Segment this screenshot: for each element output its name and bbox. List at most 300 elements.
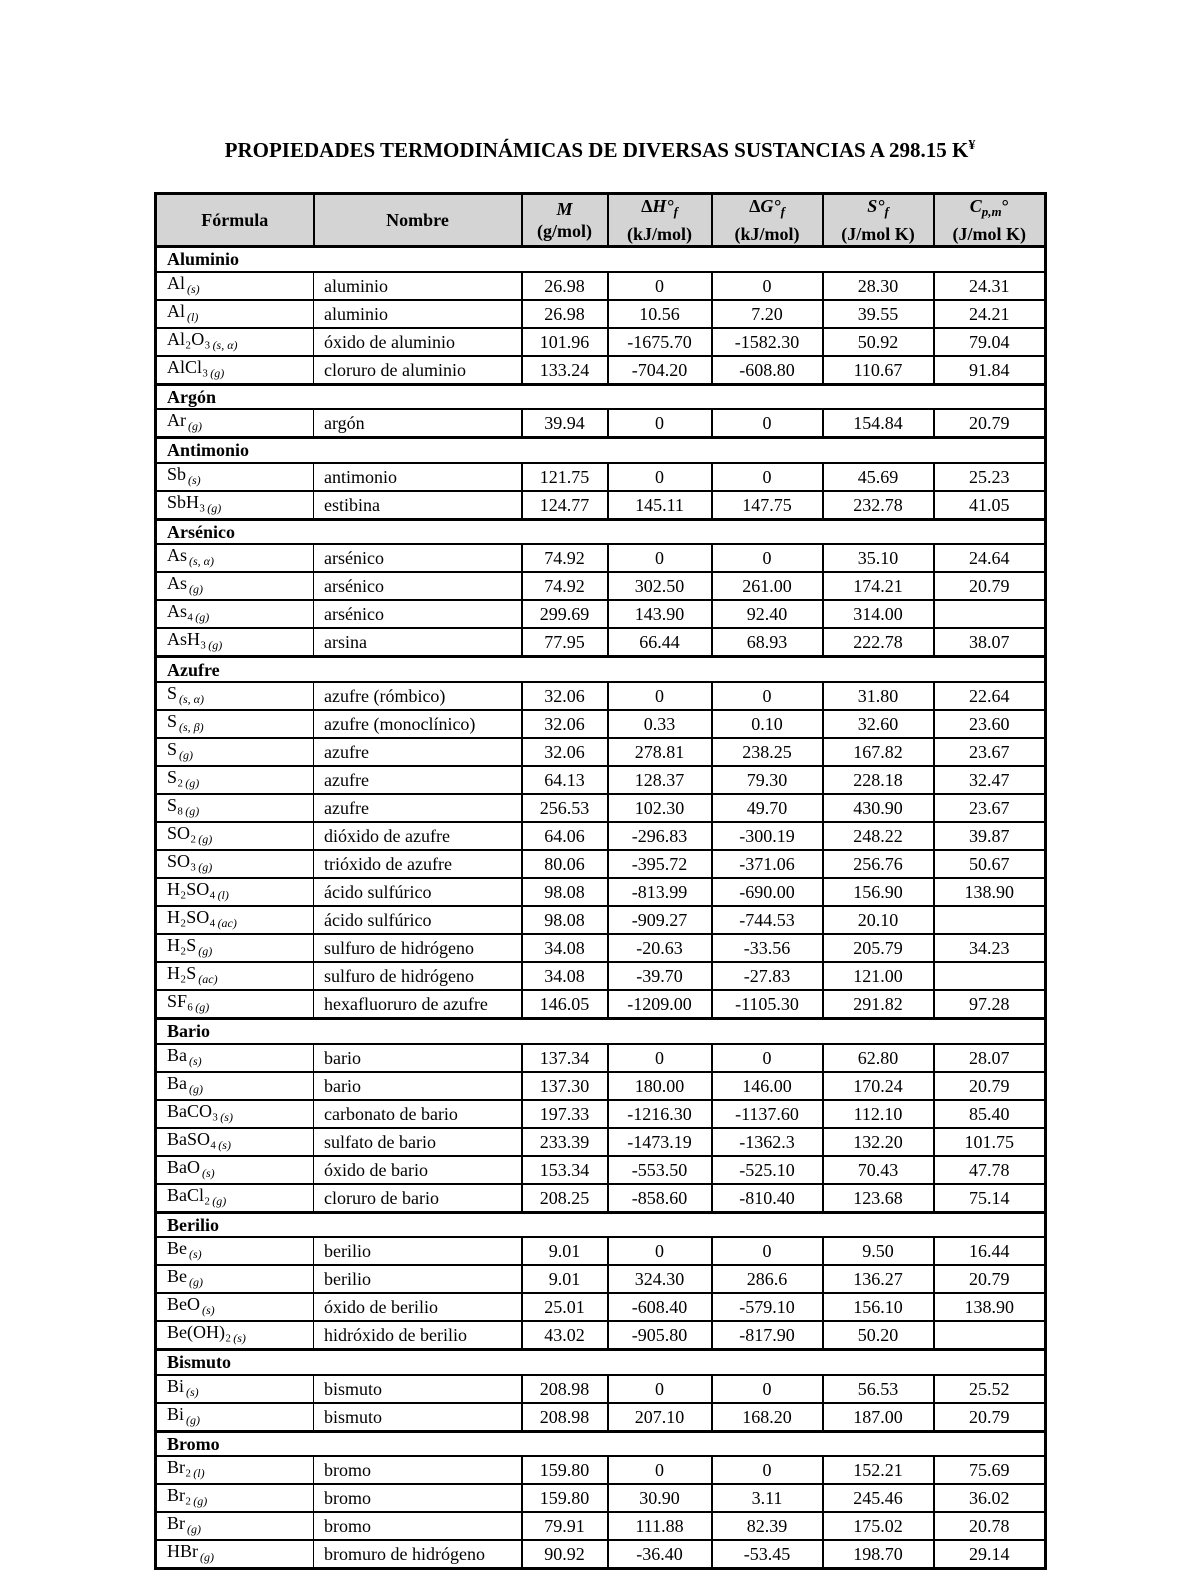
- cell-enthalpy: 0: [608, 1044, 712, 1072]
- formula-text: Ar: [167, 410, 186, 431]
- cell-entropy: 62.80: [823, 1044, 934, 1072]
- cell-gibbs: 68.93: [712, 628, 823, 657]
- formula-text: SO₂: [167, 822, 197, 843]
- cell-heat-capacity: 29.14: [934, 1540, 1046, 1569]
- cell-enthalpy: 30.90: [608, 1484, 712, 1512]
- cell-formula: [156, 1321, 314, 1350]
- cell-gibbs: 7.20: [712, 300, 823, 328]
- cell-gibbs: 0: [712, 1375, 823, 1403]
- header-formula: Fórmula: [156, 194, 314, 247]
- header-gibbs: [712, 194, 823, 247]
- cell-name: hidróxido de berilio: [314, 1321, 522, 1350]
- table-row: [156, 878, 1046, 906]
- cell-heat-capacity: 16.44: [934, 1237, 1046, 1265]
- cell-formula: [156, 710, 314, 738]
- cell-heat-capacity: 36.02: [934, 1484, 1046, 1512]
- cell-enthalpy: 0: [608, 1237, 712, 1265]
- cell-name: trióxido de azufre: [314, 850, 522, 878]
- cell-enthalpy: 0: [608, 544, 712, 572]
- formula-state: (g): [189, 1081, 203, 1096]
- cell-entropy: 170.24: [823, 1072, 934, 1100]
- cell-name: ácido sulfúrico: [314, 878, 522, 906]
- header-entropy-unit: (J/mol K): [841, 224, 915, 244]
- formula-state: (s): [186, 1384, 199, 1399]
- cell-heat-capacity: [934, 962, 1046, 990]
- cell-entropy: 222.78: [823, 628, 934, 657]
- cell-entropy: 70.43: [823, 1156, 934, 1184]
- cell-gibbs: 147.75: [712, 491, 823, 520]
- cell-entropy: 50.20: [823, 1321, 934, 1350]
- table-row: [156, 850, 1046, 878]
- cell-gibbs: -744.53: [712, 906, 823, 934]
- table-row: [156, 822, 1046, 850]
- cell-heat-capacity: 50.67: [934, 850, 1046, 878]
- cell-heat-capacity: [934, 600, 1046, 628]
- cell-entropy: 45.69: [823, 463, 934, 491]
- cell-gibbs: 0: [712, 1456, 823, 1484]
- formula-text: As: [167, 573, 188, 594]
- group-row: [156, 1431, 1046, 1456]
- group-row: [156, 519, 1046, 544]
- cell-gibbs: 0: [712, 544, 823, 572]
- cell-gibbs: 261.00: [712, 572, 823, 600]
- formula-state: (g): [195, 610, 210, 625]
- header-heat-capacity-symbol: C: [969, 196, 982, 216]
- cell-name: bromo: [314, 1484, 522, 1512]
- cell-molar-mass: 146.05: [522, 990, 608, 1019]
- table-row: [156, 328, 1046, 356]
- table-row: [156, 906, 1046, 934]
- cell-gibbs: -300.19: [712, 822, 823, 850]
- cell-name: bromuro de hidrógeno: [314, 1540, 522, 1569]
- cell-entropy: 175.02: [823, 1512, 934, 1540]
- cell-name: berilio: [314, 1265, 522, 1293]
- formula-state: (s, α): [212, 337, 238, 352]
- cell-entropy: 245.46: [823, 1484, 934, 1512]
- table-body: [156, 247, 1046, 1569]
- cell-formula: [156, 300, 314, 328]
- cell-entropy: 167.82: [823, 738, 934, 766]
- cell-heat-capacity: 25.52: [934, 1375, 1046, 1403]
- cell-enthalpy: 0: [608, 409, 712, 438]
- cell-entropy: 28.30: [823, 272, 934, 300]
- header-enthalpy-unit: (kJ/mol): [627, 224, 692, 244]
- cell-formula: [156, 1265, 314, 1293]
- cell-formula: [156, 491, 314, 520]
- cell-name: dióxido de azufre: [314, 822, 522, 850]
- formula-text: Br₂: [167, 1485, 192, 1506]
- cell-name: bromo: [314, 1456, 522, 1484]
- table-row: [156, 1293, 1046, 1321]
- formula-text: BeO: [167, 1294, 200, 1315]
- cell-heat-capacity: 22.64: [934, 682, 1046, 710]
- cell-name: aluminio: [314, 272, 522, 300]
- group-row: [156, 247, 1046, 272]
- cell-enthalpy: 111.88: [608, 1512, 712, 1540]
- formula-state: (s, α): [179, 691, 204, 706]
- cell-enthalpy: 278.81: [608, 738, 712, 766]
- cell-formula: [156, 1375, 314, 1403]
- cell-heat-capacity: 75.69: [934, 1456, 1046, 1484]
- cell-name: bismuto: [314, 1403, 522, 1432]
- cell-molar-mass: 9.01: [522, 1237, 608, 1265]
- cell-molar-mass: 159.80: [522, 1484, 608, 1512]
- cell-molar-mass: 256.53: [522, 794, 608, 822]
- cell-molar-mass: 32.06: [522, 682, 608, 710]
- cell-enthalpy: 207.10: [608, 1403, 712, 1432]
- cell-formula: [156, 738, 314, 766]
- cell-formula: [156, 766, 314, 794]
- table-row: [156, 990, 1046, 1019]
- group-name: Arsénico: [156, 519, 1046, 544]
- cell-heat-capacity: 24.64: [934, 544, 1046, 572]
- cell-heat-capacity: 20.79: [934, 1265, 1046, 1293]
- formula-state: (g): [195, 999, 210, 1014]
- header-molar-mass-symbol: M: [556, 199, 573, 219]
- formula-state: (g): [189, 1275, 203, 1290]
- cell-gibbs: 92.40: [712, 600, 823, 628]
- cell-entropy: 198.70: [823, 1540, 934, 1569]
- cell-name: arsénico: [314, 572, 522, 600]
- cell-enthalpy: 128.37: [608, 766, 712, 794]
- cell-formula: [156, 822, 314, 850]
- formula-text: Be(OH)₂: [167, 1322, 232, 1343]
- cell-entropy: 228.18: [823, 766, 934, 794]
- cell-enthalpy: 0: [608, 1375, 712, 1403]
- cell-heat-capacity: 32.47: [934, 766, 1046, 794]
- cell-gibbs: 0: [712, 1237, 823, 1265]
- cell-enthalpy: 0: [608, 463, 712, 491]
- cell-entropy: 430.90: [823, 794, 934, 822]
- cell-enthalpy: 180.00: [608, 1072, 712, 1100]
- cell-heat-capacity: 25.23: [934, 463, 1046, 491]
- table-row: [156, 1128, 1046, 1156]
- cell-entropy: 35.10: [823, 544, 934, 572]
- formula-text: AsH₃: [167, 629, 207, 650]
- cell-gibbs: 0: [712, 272, 823, 300]
- table-row: [156, 1237, 1046, 1265]
- cell-enthalpy: 0: [608, 1456, 712, 1484]
- cell-enthalpy: 0: [608, 682, 712, 710]
- cell-enthalpy: -36.40: [608, 1540, 712, 1569]
- formula-state: (s, α): [189, 554, 214, 569]
- cell-entropy: 123.68: [823, 1184, 934, 1213]
- group-name: Bismuto: [156, 1350, 1046, 1375]
- cell-name: sulfuro de hidrógeno: [314, 962, 522, 990]
- formula-text: HBr: [167, 1541, 198, 1562]
- cell-enthalpy: -909.27: [608, 906, 712, 934]
- cell-formula: [156, 1403, 314, 1432]
- cell-heat-capacity: 20.78: [934, 1512, 1046, 1540]
- cell-molar-mass: 90.92: [522, 1540, 608, 1569]
- cell-gibbs: -1362.3: [712, 1128, 823, 1156]
- cell-entropy: 156.90: [823, 878, 934, 906]
- cell-heat-capacity: 20.79: [934, 409, 1046, 438]
- cell-gibbs: 49.70: [712, 794, 823, 822]
- cell-entropy: 9.50: [823, 1237, 934, 1265]
- formula-text: As: [167, 545, 188, 566]
- cell-formula: [156, 1044, 314, 1072]
- cell-gibbs: -810.40: [712, 1184, 823, 1213]
- cell-entropy: 205.79: [823, 934, 934, 962]
- table-row: [156, 1321, 1046, 1350]
- cell-formula: [156, 906, 314, 934]
- formula-text: Sb: [167, 463, 187, 484]
- formula-state: (g): [200, 1550, 214, 1565]
- cell-molar-mass: 137.34: [522, 1044, 608, 1072]
- cell-gibbs: -371.06: [712, 850, 823, 878]
- cell-enthalpy: -296.83: [608, 822, 712, 850]
- table-row: [156, 934, 1046, 962]
- formula-state: (g): [186, 1412, 201, 1427]
- formula-state: (g): [210, 365, 225, 380]
- cell-formula: [156, 628, 314, 657]
- table-row: [156, 766, 1046, 794]
- cell-gibbs: 238.25: [712, 738, 823, 766]
- formula-state: (s): [202, 1165, 215, 1180]
- group-name: Bario: [156, 1018, 1046, 1043]
- cell-enthalpy: -20.63: [608, 934, 712, 962]
- cell-gibbs: -33.56: [712, 934, 823, 962]
- group-name: Berilio: [156, 1212, 1046, 1237]
- cell-name: argón: [314, 409, 522, 438]
- cell-gibbs: 0: [712, 463, 823, 491]
- cell-entropy: 154.84: [823, 409, 934, 438]
- cell-name: hexafluoruro de azufre: [314, 990, 522, 1019]
- cell-molar-mass: 233.39: [522, 1128, 608, 1156]
- cell-formula: [156, 990, 314, 1019]
- page-title: [0, 138, 1200, 163]
- cell-enthalpy: -553.50: [608, 1156, 712, 1184]
- group-row: [156, 1018, 1046, 1043]
- header-entropy-sub: f: [884, 204, 889, 219]
- cell-gibbs: 146.00: [712, 1072, 823, 1100]
- header-molar-mass-unit: (g/mol): [537, 221, 592, 241]
- cell-molar-mass: 80.06: [522, 850, 608, 878]
- cell-gibbs: 286.6: [712, 1265, 823, 1293]
- cell-name: cloruro de bario: [314, 1184, 522, 1213]
- group-name: Antimonio: [156, 438, 1046, 463]
- cell-heat-capacity: 23.67: [934, 794, 1046, 822]
- cell-formula: [156, 1456, 314, 1484]
- cell-entropy: 248.22: [823, 822, 934, 850]
- cell-gibbs: -1137.60: [712, 1100, 823, 1128]
- formula-text: Br₂: [167, 1457, 192, 1478]
- cell-entropy: 31.80: [823, 682, 934, 710]
- cell-enthalpy: 102.30: [608, 794, 712, 822]
- cell-name: arsénico: [314, 600, 522, 628]
- cell-heat-capacity: 24.21: [934, 300, 1046, 328]
- cell-heat-capacity: 85.40: [934, 1100, 1046, 1128]
- table-row: [156, 628, 1046, 657]
- table-row: [156, 1456, 1046, 1484]
- group-row: [156, 438, 1046, 463]
- header-enthalpy-symbol: H°: [652, 196, 674, 216]
- cell-entropy: 232.78: [823, 491, 934, 520]
- cell-name: azufre: [314, 766, 522, 794]
- cell-enthalpy: 0: [608, 272, 712, 300]
- formula-state: (g): [188, 419, 202, 434]
- formula-text: As₄: [167, 601, 194, 622]
- cell-gibbs: -817.90: [712, 1321, 823, 1350]
- cell-heat-capacity: 138.90: [934, 1293, 1046, 1321]
- formula-text: BaCO₃: [167, 1100, 219, 1121]
- cell-molar-mass: 34.08: [522, 962, 608, 990]
- formula-text: Be: [167, 1238, 187, 1259]
- table-header-row: [156, 194, 1046, 247]
- cell-heat-capacity: 23.60: [934, 710, 1046, 738]
- cell-formula: [156, 1100, 314, 1128]
- cell-heat-capacity: 138.90: [934, 878, 1046, 906]
- cell-heat-capacity: 20.79: [934, 1072, 1046, 1100]
- group-row: [156, 1212, 1046, 1237]
- header-enthalpy-sub: f: [673, 204, 678, 219]
- table-row: [156, 356, 1046, 385]
- group-name: Bromo: [156, 1431, 1046, 1456]
- table-row: [156, 1512, 1046, 1540]
- cell-name: bromo: [314, 1512, 522, 1540]
- table-row: [156, 1072, 1046, 1100]
- formula-text: BaSO₄: [167, 1128, 217, 1149]
- cell-enthalpy: -813.99: [608, 878, 712, 906]
- cell-gibbs: 0: [712, 682, 823, 710]
- cell-entropy: 112.10: [823, 1100, 934, 1128]
- cell-heat-capacity: 24.31: [934, 272, 1046, 300]
- cell-heat-capacity: 97.28: [934, 990, 1046, 1019]
- cell-molar-mass: 208.98: [522, 1375, 608, 1403]
- cell-molar-mass: 79.91: [522, 1512, 608, 1540]
- cell-gibbs: 0: [712, 1044, 823, 1072]
- cell-entropy: 314.00: [823, 600, 934, 628]
- header-enthalpy-delta: Δ: [641, 196, 653, 216]
- cell-formula: [156, 1512, 314, 1540]
- formula-text: H₂SO₄: [167, 878, 216, 899]
- cell-molar-mass: 124.77: [522, 491, 608, 520]
- formula-text: S₂: [167, 766, 184, 787]
- formula-state: (s): [202, 1303, 215, 1318]
- cell-name: cloruro de aluminio: [314, 356, 522, 385]
- cell-molar-mass: 32.06: [522, 710, 608, 738]
- table-row: [156, 463, 1046, 491]
- header-heat-capacity-sub: p,m: [981, 204, 1002, 219]
- cell-formula: [156, 600, 314, 628]
- table-row: [156, 600, 1046, 628]
- cell-entropy: 156.10: [823, 1293, 934, 1321]
- formula-text: Bi: [167, 1375, 185, 1396]
- cell-molar-mass: 98.08: [522, 878, 608, 906]
- table-row: [156, 962, 1046, 990]
- cell-gibbs: -53.45: [712, 1540, 823, 1569]
- cell-heat-capacity: 91.84: [934, 356, 1046, 385]
- cell-formula: [156, 328, 314, 356]
- cell-enthalpy: 0.33: [608, 710, 712, 738]
- table-row: [156, 1100, 1046, 1128]
- cell-molar-mass: 121.75: [522, 463, 608, 491]
- cell-gibbs: -27.83: [712, 962, 823, 990]
- formula-text: Ba: [167, 1044, 187, 1065]
- group-row: [156, 384, 1046, 409]
- cell-heat-capacity: 23.67: [934, 738, 1046, 766]
- cell-molar-mass: 101.96: [522, 328, 608, 356]
- cell-enthalpy: -704.20: [608, 356, 712, 385]
- table-row: [156, 272, 1046, 300]
- cell-molar-mass: 32.06: [522, 738, 608, 766]
- cell-formula: [156, 1156, 314, 1184]
- group-row: [156, 1350, 1046, 1375]
- table-row: [156, 738, 1046, 766]
- cell-enthalpy: 145.11: [608, 491, 712, 520]
- formula-text: S₈: [167, 794, 184, 815]
- header-entropy: [823, 194, 934, 247]
- cell-heat-capacity: 39.87: [934, 822, 1046, 850]
- formula-state: (g): [198, 943, 213, 958]
- table-row: [156, 409, 1046, 438]
- cell-formula: [156, 1293, 314, 1321]
- cell-molar-mass: 74.92: [522, 544, 608, 572]
- table-row: [156, 1156, 1046, 1184]
- table-row: [156, 491, 1046, 520]
- table-row: [156, 710, 1046, 738]
- cell-molar-mass: 98.08: [522, 906, 608, 934]
- cell-heat-capacity: 28.07: [934, 1044, 1046, 1072]
- table-row: [156, 794, 1046, 822]
- table-row: [156, 300, 1046, 328]
- cell-name: azufre (rómbico): [314, 682, 522, 710]
- formula-text: Br: [167, 1513, 185, 1534]
- formula-state: (g): [193, 1494, 208, 1509]
- cell-molar-mass: 159.80: [522, 1456, 608, 1484]
- formula-state: (s): [220, 1109, 233, 1124]
- cell-entropy: 152.21: [823, 1456, 934, 1484]
- cell-molar-mass: 64.13: [522, 766, 608, 794]
- cell-molar-mass: 26.98: [522, 272, 608, 300]
- cell-heat-capacity: 20.79: [934, 1403, 1046, 1432]
- group-name: Aluminio: [156, 247, 1046, 272]
- formula-state: (ac): [198, 971, 218, 986]
- cell-gibbs: -608.80: [712, 356, 823, 385]
- formula-state: (g): [189, 582, 204, 597]
- header-enthalpy: [608, 194, 712, 247]
- cell-name: azufre: [314, 738, 522, 766]
- cell-enthalpy: 66.44: [608, 628, 712, 657]
- table-row: [156, 544, 1046, 572]
- cell-enthalpy: -608.40: [608, 1293, 712, 1321]
- cell-entropy: 121.00: [823, 962, 934, 990]
- cell-gibbs: -579.10: [712, 1293, 823, 1321]
- cell-enthalpy: -1216.30: [608, 1100, 712, 1128]
- group-name: Azufre: [156, 657, 1046, 682]
- cell-molar-mass: 43.02: [522, 1321, 608, 1350]
- formula-state: (l): [217, 887, 229, 902]
- cell-entropy: 50.92: [823, 328, 934, 356]
- formula-text: Al: [167, 300, 185, 321]
- cell-gibbs: 0.10: [712, 710, 823, 738]
- cell-gibbs: 79.30: [712, 766, 823, 794]
- header-gibbs-sub: f: [780, 204, 785, 219]
- formula-state: (s): [233, 1331, 246, 1346]
- cell-formula: [156, 463, 314, 491]
- formula-text: S: [167, 682, 178, 703]
- cell-entropy: 20.10: [823, 906, 934, 934]
- cell-enthalpy: -39.70: [608, 962, 712, 990]
- formula-state: (ac): [217, 915, 237, 930]
- group-name: Argón: [156, 384, 1046, 409]
- cell-gibbs: 82.39: [712, 1512, 823, 1540]
- cell-molar-mass: 208.25: [522, 1184, 608, 1213]
- formula-state: (g): [207, 500, 222, 515]
- cell-molar-mass: 9.01: [522, 1265, 608, 1293]
- cell-entropy: 32.60: [823, 710, 934, 738]
